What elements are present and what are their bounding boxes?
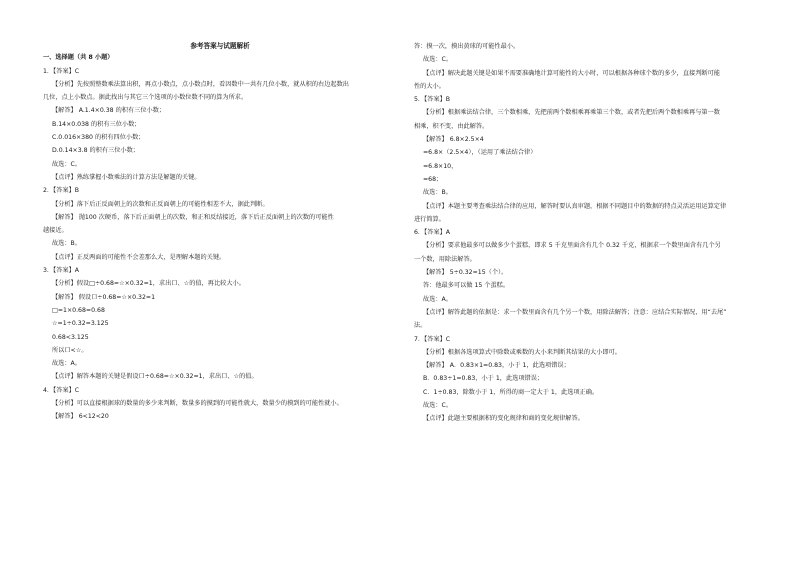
answer-line: ☆=1÷0.32=3.125 [52, 320, 109, 328]
answer-line: 故选：A。 [423, 295, 452, 303]
answer-line: 故选：B。 [52, 240, 81, 248]
answer-line: 【点评】解决此题关键是如果不需要准确地计算可能性的大小时，可以根据各种球个数的多少，直接判断可能 [423, 69, 720, 77]
answer-line: 【分析】要求他最多可以做多少个蛋糕，即求 5 千克里面含有几个 0.32 千克，根据求一个数里面含有几个另 [423, 242, 721, 250]
answer-line: 7．【答案】C [414, 335, 451, 343]
answer-line: 【点评】正反两面的可能性不会差那么大，是理解本题的关键。 [52, 253, 226, 261]
answer-line: 进行简算。 [414, 215, 445, 223]
answer-line: □=1×0.68=0.68 [52, 306, 105, 314]
answer-line: =68； [423, 175, 443, 183]
answer-line: 【解答】 6<12<20 [52, 413, 109, 421]
answer-line: 法。 [414, 322, 427, 330]
answer-line: 故选：B。 [423, 189, 452, 197]
answer-line: 【点评】解答此题的依据是：求一个数里面含有几个另一个数，用除法解答；注意：应结合实际情况，用“去尾” [423, 308, 727, 316]
answer-line: 【点评】熟练掌握小数乘法的计算方法是解题的关键。 [52, 173, 201, 181]
answer-line: 【解答】 5÷0.32≈15（个）。 [423, 269, 508, 277]
answer-line: 越接近。 [43, 227, 68, 235]
answer-line: 性的大小。 [414, 82, 445, 90]
answer-line: 3．【答案】A [43, 267, 80, 275]
answer-line: =6.8×10， [423, 162, 458, 170]
answer-line: 【分析】根据乘法结合律，三个数相乘，先把前两个数相乘再乘第三个数，或者先把后两个数相乘再与第一数 [423, 109, 720, 117]
left-answer-lines [43, 65, 398, 424]
answer-line: B．0.83÷1=0.83，小于 1，此选项错误； [423, 375, 544, 383]
answer-line: 【点评】此题主要根据积的变化规律和商的变化规律解答。 [423, 415, 584, 423]
answer-line: 【解答】 6.8×2.5×4 [423, 136, 484, 144]
answer-line: 所以口<☆。 [52, 346, 88, 354]
answer-line: 一个数，用除法解答。 [414, 255, 476, 263]
answer-line: 1．【答案】C [43, 67, 80, 75]
answer-line: 0.68<3.125 [52, 333, 89, 341]
answer-line: 【解答】 A.1.4×0.38 的积有三位小数； [52, 107, 166, 115]
answer-line: =6.8×（2.5×4），（运用了乘法结合律） [423, 149, 537, 157]
answer-line: 答：摸一次，摸出黄球的可能性最小。 [414, 43, 520, 50]
answer-line: 4．【答案】C [43, 386, 80, 394]
answer-line: 几位，点上小数点。据此找出与其它三个选项的小数位数不同的算为所求。 [43, 94, 248, 102]
page-title: 参考答案与试题解析 [190, 42, 250, 50]
answer-line: C.0.016×380 的积有四位小数； [52, 134, 145, 142]
answer-line: 【点评】本题主要考查乘法结合律的应用，解答时要认真审题，根据不同题目中的数据的特点灵活运用运算定律 [423, 202, 727, 210]
answer-line: 【点评】解答本题的关键是假设口÷0.68=☆×0.32=1，求出口、☆的值。 [52, 373, 258, 381]
answer-line: 故选：C。 [52, 160, 82, 168]
answer-line: 故选：C。 [423, 402, 453, 410]
answer-line: 【分析】假设□÷0.68=☆×0.32=1，求出口、☆的值，再比较大小。 [52, 280, 245, 288]
answer-line: 【解答】 假设口÷0.68=☆×0.32=1 [52, 293, 156, 301]
right-answer-lines [414, 40, 769, 426]
left-column [43, 38, 398, 424]
answer-line: 2．【答案】B [43, 187, 80, 195]
answer-line: 答：他最多可以做 15 个蛋糕。 [423, 282, 510, 290]
section-heading: 一、选择题（共 8 小题） [43, 54, 114, 62]
answer-line: D.0.14×3.8 的积有三位小数； [52, 147, 139, 155]
answer-line: B.14×0.038 的积有三位小数； [52, 120, 141, 128]
answer-line: 【分析】可以直接根据球的数量的多少来判断，数量多的摸到的可能性就大，数量少的摸到的可能性就小。 [52, 400, 343, 408]
answer-line: 【解答】 A．0.83×1=0.83，小于 1，此选项错误； [423, 362, 570, 370]
answer-line: 【解答】 抛100 次硬币，落下后正面朝上的次数，和正和反结接近，落下后正反面朝上的次数的可能性 [52, 213, 334, 221]
answer-line: 5．【答案】B [414, 96, 451, 104]
answer-line: 【分析】落下后正反面朝上的次数和正反面朝上的可能性相差不大，据此判断。 [52, 200, 269, 208]
answer-line: 【分析】根据各选项算式中除数或乘数的大小来判断其结果的大小即可。 [423, 348, 621, 356]
right-column [414, 40, 769, 426]
answer-line: C．1÷0.83，除数小于 1，所得的商一定大于 1，此选项正确。 [423, 388, 599, 396]
answer-line: 相乘，积不变，由此解答。 [414, 122, 489, 130]
answer-line: 6．【答案】A [414, 229, 451, 237]
answer-line: 故选：C。 [423, 56, 453, 64]
answer-line: 【分析】先按照整数乘法算出积，再点小数点，点小数点时，看因数中一共有几位小数，就从积的右边起数出 [52, 80, 349, 88]
answer-line: 故选：A。 [52, 360, 81, 368]
